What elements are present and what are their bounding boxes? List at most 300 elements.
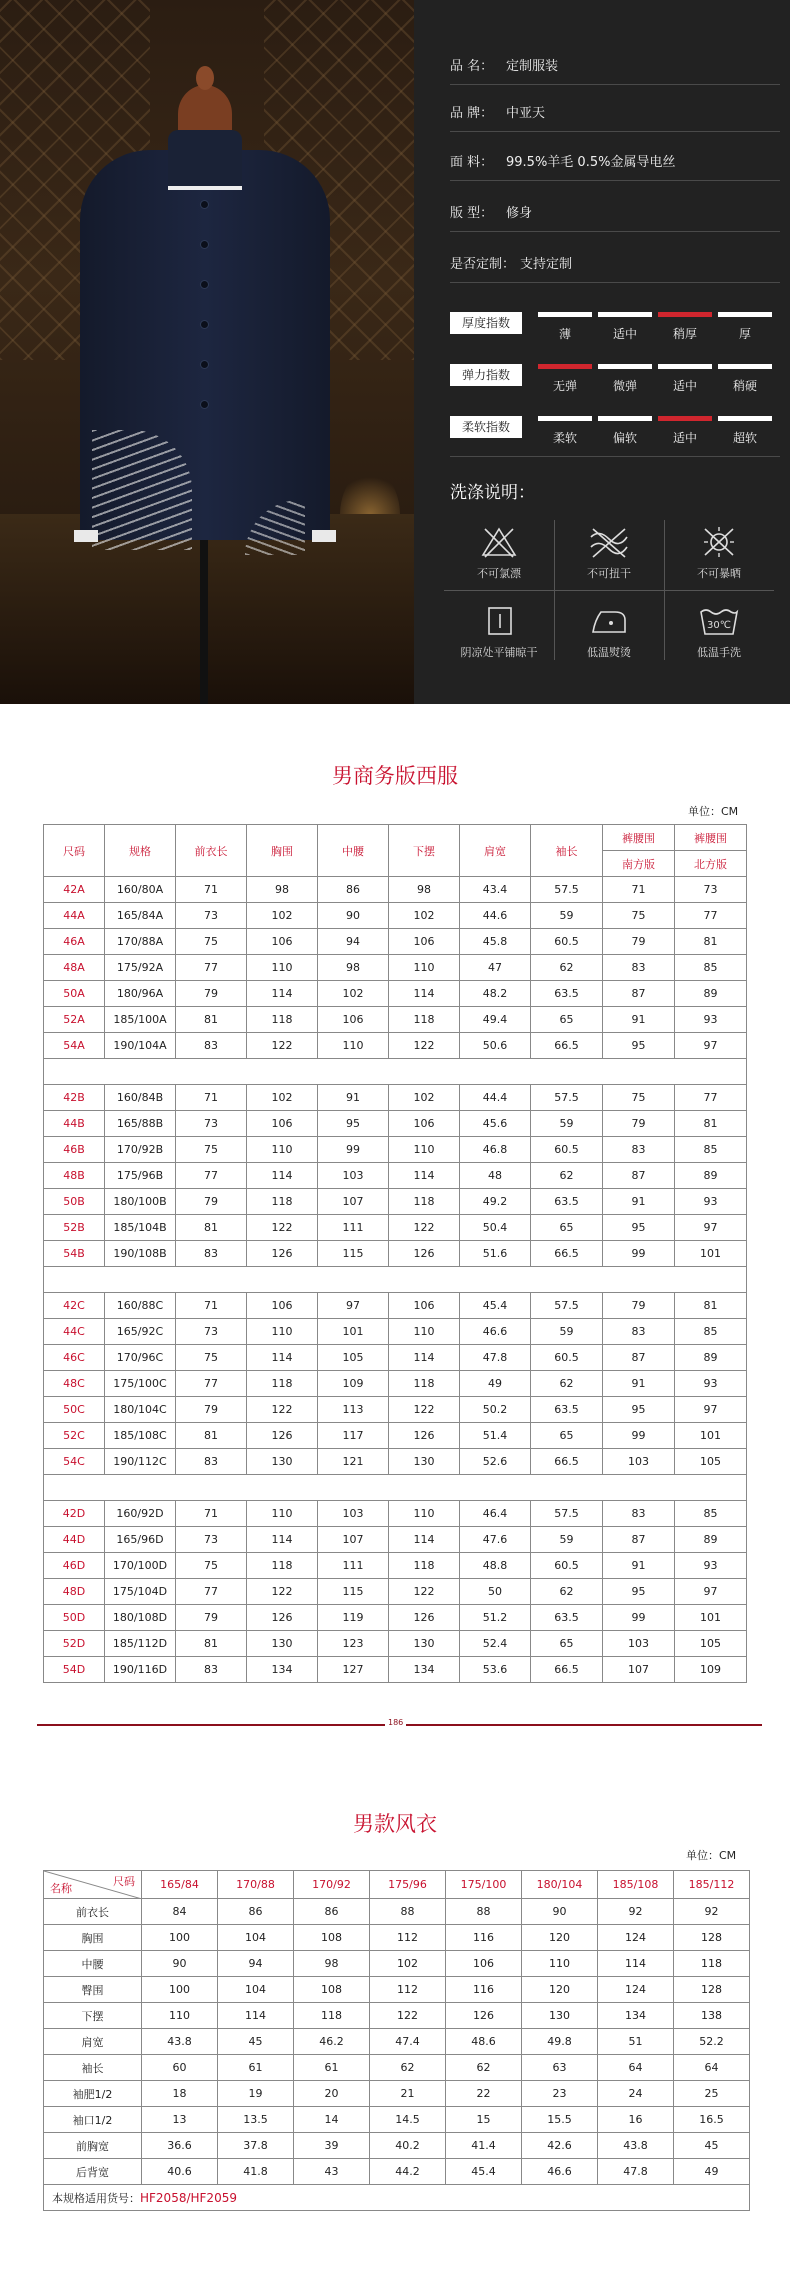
table-cell: 71: [176, 1293, 247, 1319]
index-bar: [538, 416, 592, 421]
index-bar: [718, 416, 772, 421]
table-cell: 40.6: [142, 2159, 218, 2185]
table-cell: 122: [389, 1033, 460, 1059]
table-cell: 49.4: [460, 1007, 531, 1033]
spacer-cell: [44, 1267, 747, 1293]
index-bar: [598, 364, 652, 369]
table-cell: 91: [603, 1553, 675, 1579]
column-header: 185/112: [674, 1871, 750, 1899]
table-cell: 118: [389, 1371, 460, 1397]
table-cell: 91: [603, 1007, 675, 1033]
index-level-label: 偏软: [612, 431, 637, 445]
field-label: 是否定制：: [450, 257, 516, 272]
table-cell: 24: [598, 2081, 674, 2107]
table-row: [44, 929, 747, 955]
wash-item-flat-dry: [444, 604, 554, 660]
wash-title: 洗涤说明：: [450, 483, 535, 503]
corner-header: [44, 1871, 142, 1899]
table-cell: 66.5: [531, 1657, 603, 1683]
table-cell: 190/116D: [105, 1657, 176, 1683]
unit-label: 单位：CM: [686, 1849, 737, 1862]
size-cell: 48B: [44, 1163, 105, 1189]
table-cell: 118: [294, 2003, 370, 2029]
table-cell: 119: [318, 1605, 389, 1631]
table-cell: 122: [370, 2003, 446, 2029]
table-cell: 109: [318, 1371, 389, 1397]
wash-label: 低温熨烫: [587, 646, 631, 659]
wash-item-low-iron: [554, 604, 664, 660]
size-cell: 42A: [44, 877, 105, 903]
table-cell: 165/92C: [105, 1319, 176, 1345]
table-cell: 44.2: [370, 2159, 446, 2185]
table-cell: 114: [389, 1345, 460, 1371]
note-prefix: 本规格适用货号：: [52, 2191, 140, 2205]
table-cell: 114: [598, 1951, 674, 1977]
jacket-button: [200, 400, 209, 409]
table-cell: 75: [176, 1553, 247, 1579]
table-row: [44, 1899, 750, 1925]
table-cell: 115: [318, 1241, 389, 1267]
table-cell: 185/104B: [105, 1215, 176, 1241]
table-cell: 99: [603, 1423, 675, 1449]
table-cell: 123: [318, 1631, 389, 1657]
table-cell: 190/104A: [105, 1033, 176, 1059]
table-cell: 103: [603, 1631, 675, 1657]
row-label: 肩宽: [44, 2029, 142, 2055]
table-cell: 95: [318, 1111, 389, 1137]
table-cell: 83: [603, 1501, 675, 1527]
table-cell: 114: [218, 2003, 294, 2029]
column-header: 下摆: [389, 825, 460, 877]
table-cell: 94: [318, 929, 389, 955]
svg-text:30℃: 30℃: [707, 620, 731, 631]
table-cell: 53.6: [460, 1657, 531, 1683]
table-cell: 126: [389, 1605, 460, 1631]
wash-label: 阴凉处平铺晾干: [460, 646, 538, 659]
table-cell: 81: [176, 1631, 247, 1657]
table-row: [44, 1925, 750, 1951]
size-cell: 52A: [44, 1007, 105, 1033]
table-cell: 47.8: [598, 2159, 674, 2185]
table-row: [44, 903, 747, 929]
table-cell: 43.8: [142, 2029, 218, 2055]
table-cell: 63.5: [531, 981, 603, 1007]
no-sun-icon: [699, 525, 739, 559]
table-cell: 112: [370, 1977, 446, 2003]
table-cell: 65: [531, 1631, 603, 1657]
table-cell: 160/92D: [105, 1501, 176, 1527]
table-cell: 170/88A: [105, 929, 176, 955]
table-cell: 106: [389, 1293, 460, 1319]
table-cell: 111: [318, 1215, 389, 1241]
divider-number: 186: [385, 1718, 406, 1727]
table-cell: 106: [247, 1293, 318, 1319]
table-cell: 45: [674, 2133, 750, 2159]
table-cell: 83: [603, 1137, 675, 1163]
column-header: 170/92: [294, 1871, 370, 1899]
table-cell: 106: [247, 929, 318, 955]
table-cell: 41.8: [218, 2159, 294, 2185]
table-cell: 51.6: [460, 1241, 531, 1267]
divider: [450, 84, 780, 85]
table-cell: 71: [603, 877, 675, 903]
column-subheader: 南方版: [603, 851, 675, 877]
table-cell: 43.8: [598, 2133, 674, 2159]
index-level-label: 柔软: [552, 431, 577, 445]
table-cell: 97: [675, 1397, 747, 1423]
grid-line: [444, 590, 774, 591]
table-cell: 95: [603, 1215, 675, 1241]
table-cell: 110: [247, 1319, 318, 1345]
group-spacer-row: [44, 1475, 747, 1501]
table-cell: 85: [675, 955, 747, 981]
size-cell: 46B: [44, 1137, 105, 1163]
table-cell: 83: [176, 1657, 247, 1683]
table-row: [44, 1371, 747, 1397]
table-cell: 102: [247, 903, 318, 929]
table-cell: 110: [142, 2003, 218, 2029]
table-cell: 126: [389, 1241, 460, 1267]
table-cell: 98: [247, 877, 318, 903]
table-cell: 16: [598, 2107, 674, 2133]
unit-label: 单位：CM: [688, 805, 739, 818]
table-cell: 112: [370, 1925, 446, 1951]
table-cell: 49: [674, 2159, 750, 2185]
index-level-label: 微弹: [612, 379, 637, 393]
divider: [450, 231, 780, 232]
table-row: [44, 1423, 747, 1449]
table-cell: 65: [531, 1215, 603, 1241]
table-cell: 127: [318, 1657, 389, 1683]
size-cell: 44C: [44, 1319, 105, 1345]
field-fit: [450, 202, 532, 221]
column-header: 裤腰围: [603, 825, 675, 851]
table-cell: 110: [247, 955, 318, 981]
table-cell: 185/100A: [105, 1007, 176, 1033]
row-label: 中腰: [44, 1951, 142, 1977]
table-cell: 106: [247, 1111, 318, 1137]
table-cell: 81: [176, 1215, 247, 1241]
table-cell: 89: [675, 1527, 747, 1553]
spacer-cell: [44, 1475, 747, 1501]
field-value: 中亚天: [506, 106, 546, 121]
table-cell: 124: [598, 1925, 674, 1951]
index-bar: [598, 416, 652, 421]
table-cell: 14.5: [370, 2107, 446, 2133]
table-cell: 110: [389, 1137, 460, 1163]
table-cell: 122: [389, 1215, 460, 1241]
table-cell: 91: [603, 1371, 675, 1397]
table-cell: 86: [218, 1899, 294, 1925]
table-cell: 99: [603, 1605, 675, 1631]
size-cell: 52D: [44, 1631, 105, 1657]
table-cell: 102: [370, 1951, 446, 1977]
wash-item-no-wring: [554, 525, 664, 581]
table-cell: 57.5: [531, 877, 603, 903]
field-name: [450, 55, 558, 74]
jacket-button: [200, 240, 209, 249]
table-cell: 165/96D: [105, 1527, 176, 1553]
table-cell: 104: [218, 1925, 294, 1951]
hand-wash-icon: [697, 604, 741, 638]
table-row: [44, 1397, 747, 1423]
table-cell: 61: [218, 2055, 294, 2081]
table-cell: 85: [675, 1501, 747, 1527]
table-cell: 134: [389, 1657, 460, 1683]
column-header: 尺码: [44, 825, 105, 877]
table-cell: 110: [389, 955, 460, 981]
table-cell: 114: [247, 1163, 318, 1189]
cuff: [74, 530, 98, 542]
index-level-label: 适中: [672, 431, 697, 445]
table-cell: 128: [674, 1925, 750, 1951]
table-cell: 59: [531, 903, 603, 929]
table-cell: 46.2: [294, 2029, 370, 2055]
table-cell: 84: [142, 1899, 218, 1925]
table-row: [44, 1163, 747, 1189]
table-cell: 44.6: [460, 903, 531, 929]
index-bar: [658, 416, 712, 421]
table-cell: 51: [598, 2029, 674, 2055]
index-bar: [718, 312, 772, 317]
table-cell: 48.8: [460, 1553, 531, 1579]
table-cell: 180/96A: [105, 981, 176, 1007]
table-cell: 75: [176, 1345, 247, 1371]
table-cell: 91: [603, 1189, 675, 1215]
table-cell: 138: [674, 2003, 750, 2029]
index-level-label: 厚: [738, 327, 751, 341]
table-cell: 62: [531, 1163, 603, 1189]
table-cell: 63: [522, 2055, 598, 2081]
suit-table-title: 男商务版西服: [332, 764, 458, 788]
table-cell: 50: [460, 1579, 531, 1605]
table-cell: 77: [176, 1579, 247, 1605]
field-label: 品 牌：: [450, 106, 494, 121]
table-cell: 73: [176, 1527, 247, 1553]
table-cell: 190/108B: [105, 1241, 176, 1267]
index-label: 弹力指数: [450, 364, 522, 386]
table-cell: 99: [603, 1241, 675, 1267]
table-cell: 108: [294, 1925, 370, 1951]
table-cell: 62: [370, 2055, 446, 2081]
table-cell: 190/112C: [105, 1449, 176, 1475]
table-cell: 134: [247, 1657, 318, 1683]
table-cell: 118: [247, 1189, 318, 1215]
size-cell: 50C: [44, 1397, 105, 1423]
table-cell: 107: [318, 1527, 389, 1553]
table-cell: 48.6: [446, 2029, 522, 2055]
index-level-label: 超软: [732, 431, 757, 445]
table-cell: 116: [446, 1925, 522, 1951]
table-cell: 114: [389, 1163, 460, 1189]
group-spacer-row: [44, 1267, 747, 1293]
column-header: 175/96: [370, 1871, 446, 1899]
table-cell: 107: [318, 1189, 389, 1215]
field-brand: [450, 102, 545, 121]
divider: [450, 456, 780, 457]
table-cell: 75: [176, 929, 247, 955]
table-cell: 170/92B: [105, 1137, 176, 1163]
wash-label: 不可扭干: [587, 567, 631, 580]
row-label: 下摆: [44, 2003, 142, 2029]
field-label: 品 名：: [450, 59, 494, 74]
table-cell: 106: [318, 1007, 389, 1033]
table-cell: 79: [603, 1293, 675, 1319]
field-value: 支持定制: [520, 257, 573, 272]
table-cell: 97: [675, 1215, 747, 1241]
row-label: 袖肥1/2: [44, 2081, 142, 2107]
index-label: 柔软指数: [450, 416, 522, 438]
table-header-row: [44, 825, 747, 851]
table-cell: 90: [318, 903, 389, 929]
size-cell: 42D: [44, 1501, 105, 1527]
table-cell: 83: [176, 1449, 247, 1475]
table-cell: 73: [176, 1111, 247, 1137]
index-bar: [658, 364, 712, 369]
table-cell: 102: [389, 903, 460, 929]
table-cell: 49.2: [460, 1189, 531, 1215]
table-header-row: [44, 1871, 750, 1899]
table-cell: 102: [318, 981, 389, 1007]
table-cell: 100: [142, 1925, 218, 1951]
flat-dry-icon: [479, 604, 519, 638]
table-cell: 126: [247, 1605, 318, 1631]
field-fabric: [450, 151, 675, 170]
table-cell: 87: [603, 1163, 675, 1189]
table-row: [44, 2159, 750, 2185]
table-cell: 105: [675, 1449, 747, 1475]
table-cell: 47.6: [460, 1527, 531, 1553]
table-cell: 73: [176, 1319, 247, 1345]
table-cell: 52.6: [460, 1449, 531, 1475]
table-cell: 81: [176, 1007, 247, 1033]
table-cell: 79: [603, 929, 675, 955]
column-header: 袖长: [531, 825, 603, 877]
wash-item-no-sun: [664, 525, 774, 581]
table-cell: 59: [531, 1319, 603, 1345]
table-cell: 126: [389, 1423, 460, 1449]
table-cell: 43.4: [460, 877, 531, 903]
table-cell: 175/104D: [105, 1579, 176, 1605]
table-cell: 45.6: [460, 1111, 531, 1137]
no-wring-icon: [587, 525, 631, 559]
table-cell: 16.5: [674, 2107, 750, 2133]
table-row: [44, 1007, 747, 1033]
table-cell: 37.8: [218, 2133, 294, 2159]
table-row: [44, 877, 747, 903]
table-cell: 49: [460, 1371, 531, 1397]
corner-size-label: 尺码: [113, 1875, 135, 1888]
size-cell: 46D: [44, 1553, 105, 1579]
low-iron-icon: [587, 604, 631, 638]
table-cell: 97: [675, 1033, 747, 1059]
column-header: 规格: [105, 825, 176, 877]
table-cell: 79: [176, 1605, 247, 1631]
table-row: [44, 1215, 747, 1241]
size-cell: 50A: [44, 981, 105, 1007]
table-cell: 103: [318, 1163, 389, 1189]
table-row: [44, 1241, 747, 1267]
table-cell: 130: [247, 1631, 318, 1657]
table-cell: 120: [522, 1977, 598, 2003]
table-cell: 124: [598, 1977, 674, 2003]
table-cell: 60.5: [531, 1553, 603, 1579]
table-cell: 77: [176, 955, 247, 981]
table-cell: 121: [318, 1449, 389, 1475]
table-cell: 97: [318, 1293, 389, 1319]
index-level-label: 适中: [672, 379, 697, 393]
table-cell: 65: [531, 1007, 603, 1033]
table-row: [44, 1501, 747, 1527]
table-cell: 46.6: [460, 1319, 531, 1345]
table-cell: 89: [675, 981, 747, 1007]
wash-item-hand-wash: [664, 604, 774, 660]
spacer-cell: [44, 1059, 747, 1085]
table-cell: 100: [142, 1977, 218, 2003]
size-cell: 50B: [44, 1189, 105, 1215]
table-cell: 110: [522, 1951, 598, 1977]
table-cell: 106: [389, 929, 460, 955]
table-cell: 101: [675, 1605, 747, 1631]
table-cell: 59: [531, 1111, 603, 1137]
table-cell: 60: [142, 2055, 218, 2081]
table-cell: 89: [675, 1345, 747, 1371]
table-row: [44, 1527, 747, 1553]
index-bar: [658, 312, 712, 317]
index-level-label: 无弹: [552, 379, 577, 393]
table-cell: 81: [675, 1293, 747, 1319]
table-cell: 52.4: [460, 1631, 531, 1657]
table-cell: 57.5: [531, 1085, 603, 1111]
wash-label: 不可暴晒: [697, 567, 741, 580]
table-cell: 14: [294, 2107, 370, 2133]
table-cell: 106: [389, 1111, 460, 1137]
table-cell: 185/108C: [105, 1423, 176, 1449]
table-cell: 22: [446, 2081, 522, 2107]
table-cell: 66.5: [531, 1241, 603, 1267]
table-cell: 88: [446, 1899, 522, 1925]
table-row: [44, 1631, 747, 1657]
table-cell: 87: [603, 981, 675, 1007]
column-header: 胸围: [247, 825, 318, 877]
table-cell: 118: [389, 1189, 460, 1215]
corner-name-label: 名称: [50, 1882, 72, 1895]
table-cell: 13: [142, 2107, 218, 2133]
column-header: 165/84: [142, 1871, 218, 1899]
size-cell: 52B: [44, 1215, 105, 1241]
table-cell: 66.5: [531, 1033, 603, 1059]
index-level-label: 稍硬: [732, 379, 757, 393]
table-cell: 160/84B: [105, 1085, 176, 1111]
size-cell: 54D: [44, 1657, 105, 1683]
mannequin-knob: [196, 66, 214, 90]
table-cell: 47: [460, 955, 531, 981]
field-custom: [450, 253, 572, 272]
field-value: 99.5%羊毛 0.5%金属导电丝: [506, 155, 676, 170]
table-cell: 85: [675, 1319, 747, 1345]
table-cell: 46.4: [460, 1501, 531, 1527]
table-cell: 114: [247, 1345, 318, 1371]
index-level-label: 薄: [558, 327, 571, 341]
table-cell: 85: [675, 1137, 747, 1163]
table-cell: 60.5: [531, 1137, 603, 1163]
wash-label: 不可氯漂: [477, 567, 521, 580]
size-cell: 50D: [44, 1605, 105, 1631]
table-cell: 18: [142, 2081, 218, 2107]
wash-item-no-bleach: [444, 525, 554, 581]
table-cell: 88: [370, 1899, 446, 1925]
size-cell: 48D: [44, 1579, 105, 1605]
